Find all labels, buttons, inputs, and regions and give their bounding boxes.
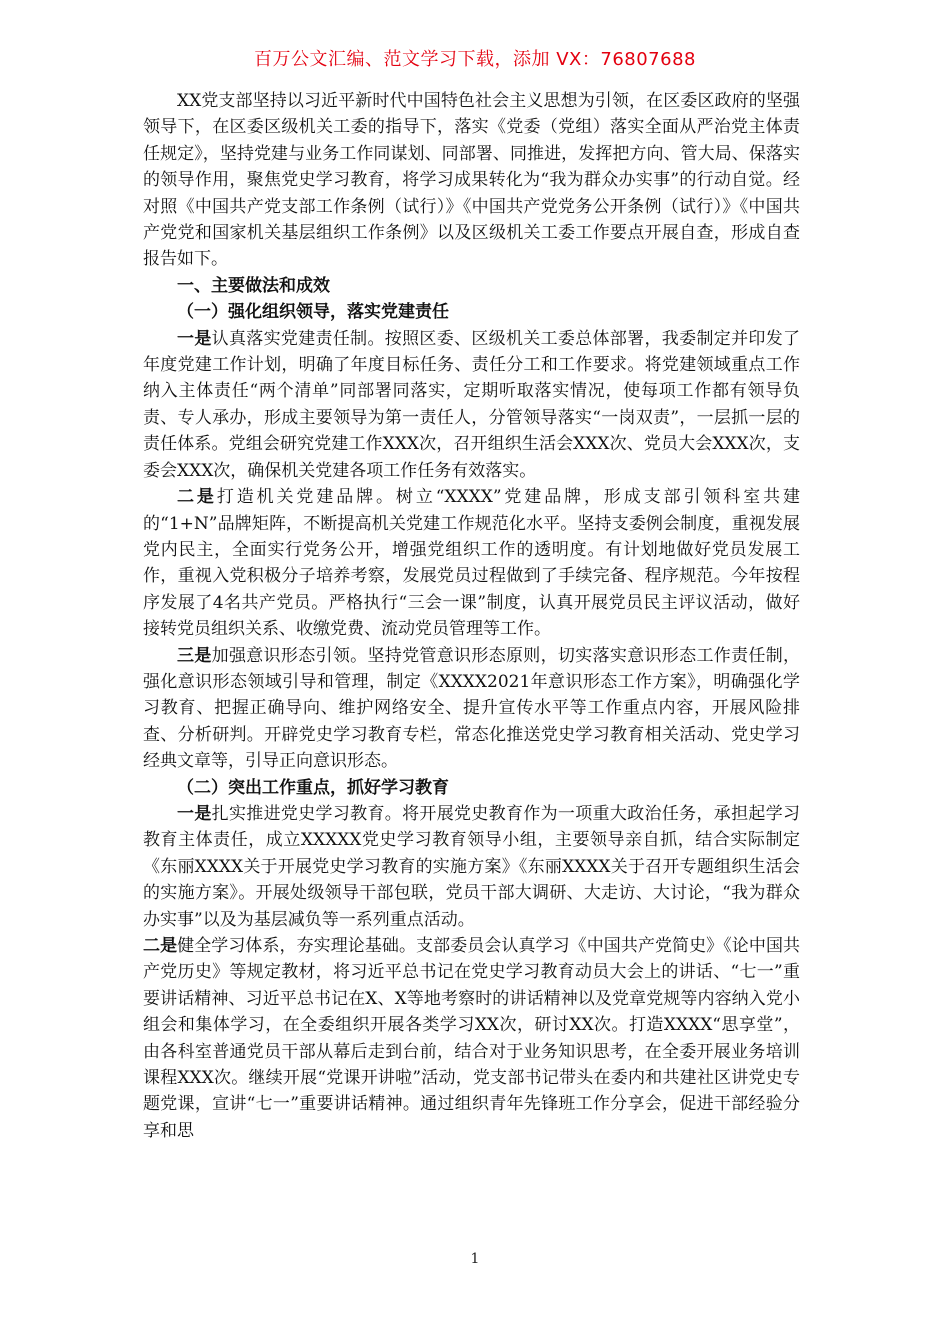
paragraph-text: 认真落实党建责任制。按照区委、区级机关工委总体部署，我委制定并印发了年度党建工作计划，明确了年度目标任务、责任分工和工作要求。将党建领域重点工作纳入主体责任“两个清单”同部署同落实，定期听取落实情况，使每项工作都有领导负责、专人承办，形成主要领导为第一责任人，分管领导落实“一岗双责”，一层抓一层的责任体系。党组会研究党建工作XXX次，召开组织生活会XXX次、党员大会XXX次，支委会XXX次，确保机关党建各项工作任务有效落实。: [143, 328, 801, 481]
paragraph-lead: 三是: [177, 645, 212, 666]
paragraph-2-2: [143, 933, 800, 1144]
paragraph-text: 加强意识形态引领。坚持党管意识形态原则，切实落实意识形态工作责任制，强化意识形态领域引导和管理，制定《XXXX2021年意识形态工作方案》，明确强化学习教育、把握正确导向、维护网络安全、提升宣传水平等工作重点内容，开展风险排查、分析研判。开辟党史学习教育专栏，常态化推送党史学习教育相关活动、党史学习经典文章等，引导正向意识形态。: [143, 645, 801, 772]
subsection-heading-1: （一）强化组织领导，落实党建责任: [177, 302, 449, 323]
promo-banner: 百万公文汇编、范文学习下载，添加 VX：76807688: [254, 49, 696, 70]
paragraph-lead: 二是: [143, 936, 178, 956]
paragraph-text: 健全学习体系，夯实理论基础。支部委员会认真学习《中国共产党简史》《论中国共产党历史》等规定教材，将习近平总书记在党史学习教育动员大会上的讲话、“七一”重要讲话精神、习近平总书记在X、X等地考察时的讲话精神以及党章党规等内容纳入党小组会和集体学习，在全委组织开展各类学习XX次，研讨XX次。打造XXXX“思享堂”，由各科室普通党员干部从幕后走到台前，结合对于业务知识思考，在全委开展业务培训课程XXX次。继续开展“党课开讲啦”活动，党支部书记带头在委内和共建社区讲党史专题党课，宣讲“七一”重要讲话精神。通过组织青年先锋班工作分享会，促进干部经验分享和思: [143, 936, 801, 1141]
section-heading: 一、主要做法和成效: [177, 275, 330, 296]
paragraph-1-2: [143, 484, 800, 642]
paragraph-text: 打造机关党建品牌。树立“XXXX”党建品牌，形成支部引领科室共建的“1+N”品牌矩阵，不断提高机关党建工作规范化水平。坚持支委例会制度，重视发展党内民主，全面实行党务公开，增强党组织工作的透明度。有计划地做好党员发展工作，重视入党积极分子培养考察，发展党员过程做到了手续完备、程序规范。今年按程序发展了4名共产党员。严格执行“三会一课”制度，认真开展党员民主评议活动，做好接转党员组织关系、收缴党费、流动党员管理等工作。: [143, 487, 801, 640]
intro-paragraph: XX党支部坚持以习近平新时代中国特色社会主义思想为引领，在区委区政府的坚强领导下，在区委区级机关工委的指导下，落实《党委（党组）落实全面从严治党主体责任规定》，坚持党建与业务工作同谋划、同部署、同推进，发挥把方向、管大局、保落实的领导作用，聚焦党史学习教育，将学习成果转化为“我为群众办实事”的行动自觉。经对照《中国共产党支部工作条例（试行）》《中国共产党党务公开条例（试行）》《中国共产党党和国家机关基层组织工作条例》以及区级机关工委工作要点开展自查，形成自查报告如下。: [143, 91, 800, 270]
paragraph-lead: 一是: [177, 328, 212, 349]
page-number: 1: [470, 1251, 480, 1267]
subsection-heading-2: （二）突出工作重点，抓好学习教育: [177, 777, 449, 798]
paragraph-text: 扎实推进党史学习教育。将开展党史教育作为一项重大政治任务，承担起学习教育主体责任，成立XXXXX党史学习教育领导小组，主要领导亲自抓，结合实际制定《东丽XXXX关于开展党史学习教育的实施方案》《东丽XXXX关于召开专题组织生活会的实施方案》。开展处级领导干部包联，党员干部大调研、大走访、大讨论，“我为群众办实事”以及为基层减负等一系列重点活动。: [143, 803, 801, 930]
paragraph-1-3: [143, 643, 800, 775]
document-body: [143, 88, 800, 1144]
paragraph-lead: 一是: [177, 803, 212, 824]
paragraph-1-1: [143, 326, 800, 484]
paragraph-lead: 二是: [177, 487, 217, 508]
paragraph-2-1: [143, 801, 800, 933]
